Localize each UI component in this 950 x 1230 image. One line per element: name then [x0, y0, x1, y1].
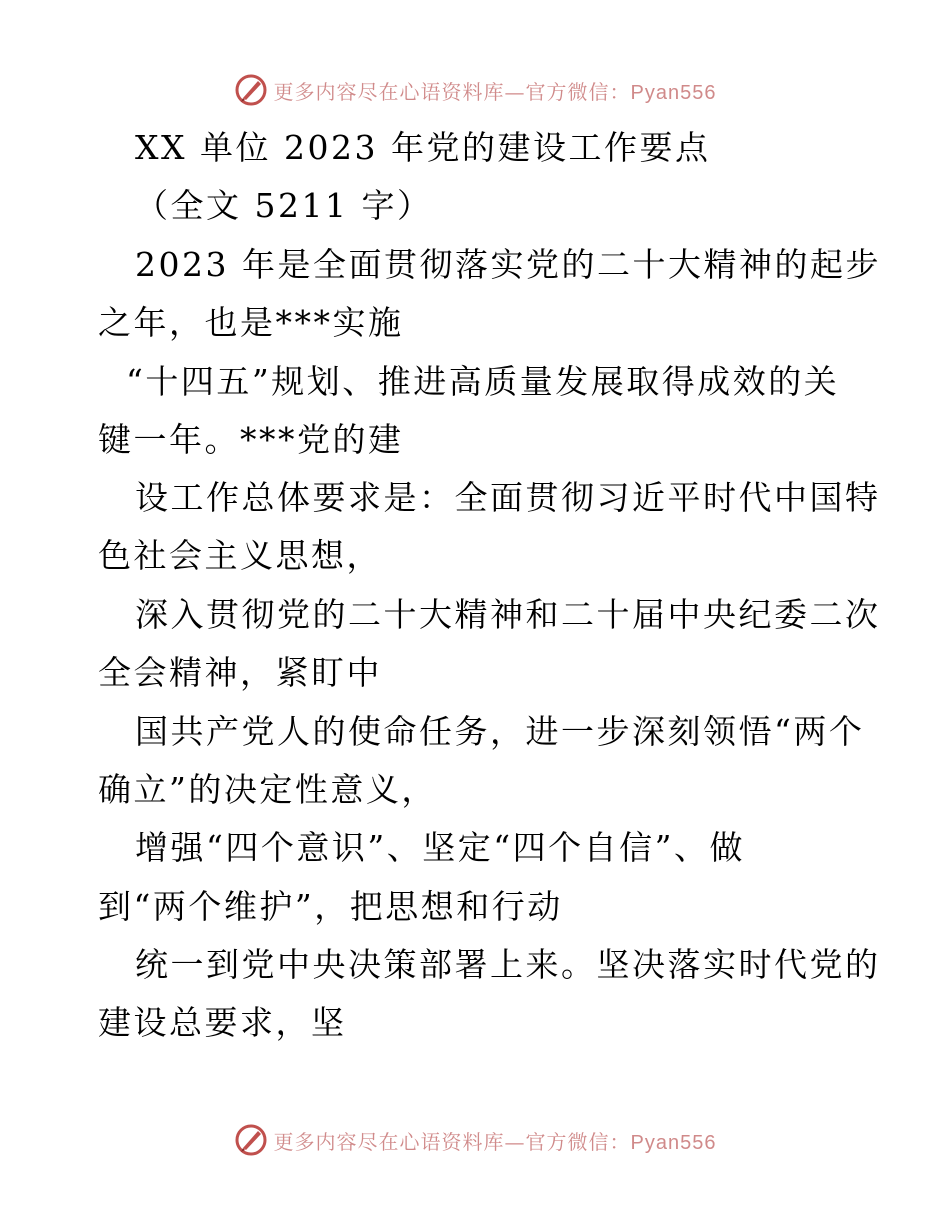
paragraph-line: 之年，也是***实施 [98, 303, 404, 342]
header-watermark [0, 70, 950, 110]
paragraph-line: 全会精神，紧盯中 [98, 653, 382, 692]
paragraph-line: 增强“四个意识”、坚定“四个自信”、做 [135, 828, 745, 867]
paragraph-line: 到“两个维护”，把思想和行动 [98, 887, 563, 926]
paragraph-line: 确立”的决定性意义， [98, 770, 437, 809]
paragraph-line: 键一年。***党的建 [98, 420, 404, 459]
paragraph-line: 统一到党中央决策部署上来。坚决落实时代党的 [135, 945, 881, 984]
watermark-text: 更多内容尽在心语资料库—官方微信：Pyan556 [273, 79, 717, 104]
feather-pen-logo-icon [234, 73, 268, 107]
document-title: XX 单位 2023 年党的建设工作要点 [135, 128, 711, 167]
footer-watermark [0, 1120, 950, 1160]
document-subtitle: （全文 5211 字） [135, 186, 433, 225]
paragraph-line: 建设总要求，坚 [98, 1003, 347, 1042]
paragraph-line: 深入贯彻党的二十大精神和二十届中央纪委二次 [135, 595, 881, 634]
paragraph-line: 2023 年是全面贯彻落实党的二十大精神的起步 [135, 245, 881, 284]
feather-pen-logo-icon [234, 1123, 268, 1157]
paragraph-line: 国共产党人的使命任务，进一步深刻领悟“两个 [135, 712, 865, 751]
watermark-text: 更多内容尽在心语资料库—官方微信：Pyan556 [273, 1129, 717, 1154]
paragraph-line: 设工作总体要求是：全面贯彻习近平时代中国特 [135, 478, 881, 517]
paragraph-line: 色社会主义思想， [98, 536, 382, 575]
paragraph-line: “十四五”规划、推进高质量发展取得成效的关 [126, 362, 840, 401]
